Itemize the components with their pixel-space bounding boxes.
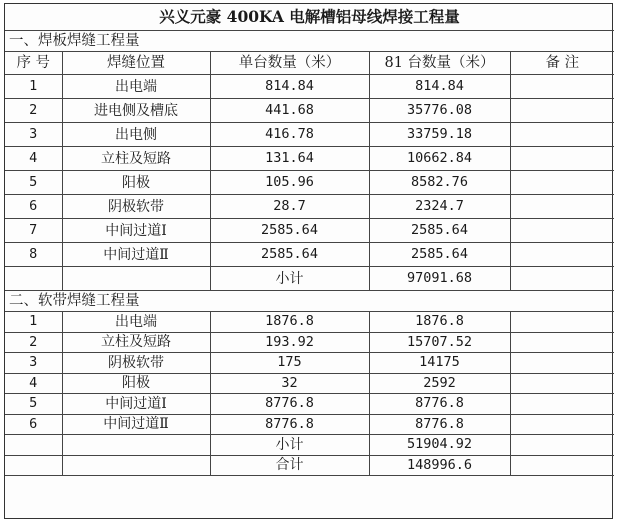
- row-remark: [510, 219, 614, 243]
- header-position: 焊缝位置: [62, 52, 210, 75]
- subtotal-row-2-value: 51904.92: [369, 435, 510, 456]
- row-remark: [510, 99, 614, 123]
- row-total81-qty: 2585.64: [369, 219, 510, 243]
- table-row: [5, 171, 614, 195]
- row-position: 进电侧及槽底: [62, 99, 210, 123]
- row-single-qty: 175: [210, 353, 369, 374]
- table-row: [5, 75, 614, 99]
- row-single-qty: 32: [210, 373, 369, 394]
- subtotal-row-1-value: 97091.68: [369, 267, 510, 291]
- row-total81-qty: 1876.8: [369, 312, 510, 333]
- row-single-qty: 2585.64: [210, 219, 369, 243]
- row-single-qty: 2585.64: [210, 243, 369, 267]
- row-single-qty: 105.96: [210, 171, 369, 195]
- row-total81-qty: 14175: [369, 353, 510, 374]
- table-row: [5, 353, 614, 374]
- row-total81-qty: 2324.7: [369, 195, 510, 219]
- row-total81-qty: 35776.08: [369, 99, 510, 123]
- table-row: [5, 394, 614, 415]
- row-single-qty: 28.7: [210, 195, 369, 219]
- row-total81-qty: 8582.76: [369, 171, 510, 195]
- row-no: 1: [5, 75, 62, 99]
- subtotal-row-2-no: [5, 435, 62, 456]
- row-position: 中间过道Ⅰ: [62, 394, 210, 415]
- row-position: 出电端: [62, 75, 210, 99]
- section-heading-2: 二、软带焊缝工程量: [5, 291, 614, 312]
- subtotal-row-2-blank: [62, 435, 210, 456]
- row-no: 4: [5, 147, 62, 171]
- row-position: 立柱及短路: [62, 332, 210, 353]
- table-row: [5, 195, 614, 219]
- row-total81-qty: 15707.52: [369, 332, 510, 353]
- row-remark: [510, 394, 614, 415]
- row-remark: [510, 243, 614, 267]
- grand-total-row: [5, 455, 614, 476]
- table-header-row: [5, 52, 614, 75]
- row-no: 2: [5, 332, 62, 353]
- row-single-qty: 8776.8: [210, 394, 369, 415]
- row-total81-qty: 8776.8: [369, 414, 510, 435]
- table-row: [5, 373, 614, 394]
- row-remark: [510, 75, 614, 99]
- grand-total-row-value: 148996.6: [369, 455, 510, 476]
- page-title: 兴义元豪 400KA 电解槽铝母线焊接工程量: [5, 4, 614, 31]
- row-remark: [510, 195, 614, 219]
- header-no: 序 号: [5, 52, 62, 75]
- row-no: 7: [5, 219, 62, 243]
- row-total81-qty: 2592: [369, 373, 510, 394]
- subtotal-row-1-label: 小计: [210, 267, 369, 291]
- row-position: 阳极: [62, 171, 210, 195]
- row-position: 中间过道Ⅱ: [62, 414, 210, 435]
- table-row: [5, 123, 614, 147]
- row-position: 中间过道Ⅰ: [62, 219, 210, 243]
- row-position: 立柱及短路: [62, 147, 210, 171]
- subtotal-row-2-remark: [510, 435, 614, 456]
- welding-quantity-sheet: [4, 3, 613, 519]
- table-row: [5, 332, 614, 353]
- row-position: 阳极: [62, 373, 210, 394]
- row-single-qty: 1876.8: [210, 312, 369, 333]
- header-total81: 81 台数量（米）: [369, 52, 510, 75]
- row-total81-qty: 10662.84: [369, 147, 510, 171]
- row-total81-qty: 814.84: [369, 75, 510, 99]
- subtotal-row-1-remark: [510, 267, 614, 291]
- subtotal-row-1-blank: [62, 267, 210, 291]
- grand-total-row-no: [5, 455, 62, 476]
- row-no: 2: [5, 99, 62, 123]
- row-position: 出电侧: [62, 123, 210, 147]
- row-no: 1: [5, 312, 62, 333]
- row-no: 6: [5, 195, 62, 219]
- table-row: [5, 147, 614, 171]
- row-remark: [510, 373, 614, 394]
- grand-total-row-blank: [62, 455, 210, 476]
- subtotal-row-1-no: [5, 267, 62, 291]
- row-position: 阴极软带: [62, 353, 210, 374]
- table-row: [5, 219, 614, 243]
- row-single-qty: 441.68: [210, 99, 369, 123]
- header-remark: 备 注: [510, 52, 614, 75]
- row-no: 5: [5, 171, 62, 195]
- row-remark: [510, 171, 614, 195]
- row-no: 3: [5, 353, 62, 374]
- table-row: [5, 243, 614, 267]
- subtotal-row-2: [5, 435, 614, 456]
- subtotal-row-1: [5, 267, 614, 291]
- header-single: 单台数量（米）: [210, 52, 369, 75]
- row-single-qty: 131.64: [210, 147, 369, 171]
- row-remark: [510, 414, 614, 435]
- row-no: 3: [5, 123, 62, 147]
- row-no: 6: [5, 414, 62, 435]
- row-position: 出电端: [62, 312, 210, 333]
- row-single-qty: 416.78: [210, 123, 369, 147]
- table-row: [5, 312, 614, 333]
- section-heading-1: 一、焊板焊缝工程量: [5, 31, 614, 52]
- row-single-qty: 8776.8: [210, 414, 369, 435]
- welding-quantity-table: [5, 4, 614, 476]
- row-remark: [510, 353, 614, 374]
- table-row: [5, 414, 614, 435]
- row-total81-qty: 2585.64: [369, 243, 510, 267]
- grand-total-row-label: 合计: [210, 455, 369, 476]
- row-remark: [510, 147, 614, 171]
- grand-total-row-remark: [510, 455, 614, 476]
- row-no: 4: [5, 373, 62, 394]
- row-position: 中间过道Ⅱ: [62, 243, 210, 267]
- row-position: 阴极软带: [62, 195, 210, 219]
- row-single-qty: 814.84: [210, 75, 369, 99]
- table-row: [5, 99, 614, 123]
- row-remark: [510, 332, 614, 353]
- row-total81-qty: 33759.18: [369, 123, 510, 147]
- row-remark: [510, 123, 614, 147]
- row-total81-qty: 8776.8: [369, 394, 510, 415]
- row-no: 8: [5, 243, 62, 267]
- row-no: 5: [5, 394, 62, 415]
- row-remark: [510, 312, 614, 333]
- subtotal-row-2-label: 小计: [210, 435, 369, 456]
- row-single-qty: 193.92: [210, 332, 369, 353]
